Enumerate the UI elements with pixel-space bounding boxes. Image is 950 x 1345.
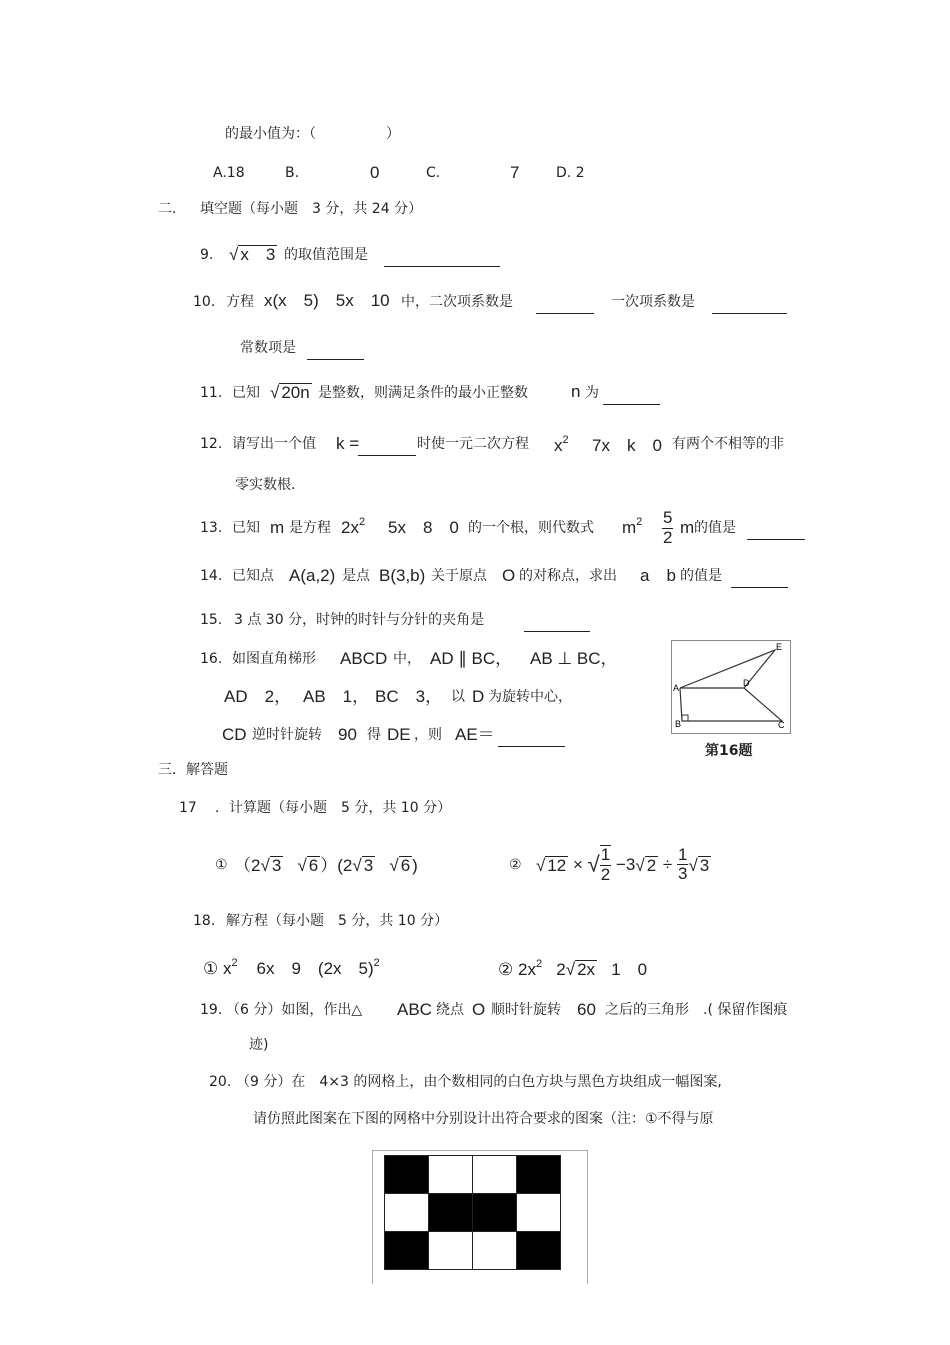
q19-number: 19. xyxy=(200,1002,223,1018)
grid-cell-black xyxy=(517,1156,561,1194)
q16-caption: 第16题 xyxy=(705,743,753,759)
q19-text-5: 迹) xyxy=(249,1037,269,1053)
q12-text-4: 零实数根. xyxy=(235,477,296,493)
q16-text-yi: 以 xyxy=(451,689,465,705)
q16-blank xyxy=(498,732,565,747)
q16-label-e: E xyxy=(776,642,783,652)
q10-blank-3 xyxy=(307,345,364,360)
q18-part1: ① $x^2$ 6x 9 (2x 5)$^2$ xyxy=(203,957,380,978)
q11-radical: √ 20n xyxy=(270,383,310,402)
q8-option-c-value: 7 xyxy=(510,163,520,182)
q16-de: DE xyxy=(387,725,411,744)
grid-row xyxy=(385,1232,561,1270)
q12-text-1: 请写出一个值 xyxy=(232,436,316,452)
q14-a-b: a b xyxy=(640,566,676,585)
q18-part2: ② $2x^2$ 2√ 2x 1 0 xyxy=(498,958,648,979)
q19-deg: 60 xyxy=(577,1000,596,1019)
q14-text-1: 已知点 xyxy=(232,568,274,584)
q14-point-b: B(3,b) xyxy=(379,566,426,585)
q14-blank xyxy=(731,573,788,588)
q12-number: 12. xyxy=(200,436,223,452)
q16-label-d: D xyxy=(743,678,750,688)
q14-number: 14. xyxy=(200,568,223,584)
q8-option-b-value: 0 xyxy=(370,163,380,182)
q19-text-2: 绕点 xyxy=(436,1002,464,1018)
q13-text-1: 已知 xyxy=(232,520,260,536)
q16-ad: AD 2， xyxy=(224,687,292,706)
q16-number: 16. xyxy=(200,651,223,667)
q14-text-2: 是点 xyxy=(342,568,370,584)
q14-text-4: 的对称点，求出 xyxy=(519,568,617,584)
q16-d: D xyxy=(472,687,485,706)
q10-text-1: 方程 xyxy=(226,294,254,310)
q17-part2-mark: ② xyxy=(509,857,522,873)
q15-blank xyxy=(524,617,590,632)
q11-number: 11. xyxy=(200,385,223,401)
q13-text-2: 是方程 xyxy=(289,520,331,536)
q16-figure xyxy=(671,640,791,734)
q13-eq-a: $2x^2$ xyxy=(341,516,366,537)
q20-pattern-grid xyxy=(384,1155,561,1270)
q11-var: n xyxy=(571,382,581,401)
q12-x: $x^2$ xyxy=(554,434,569,455)
section2-title: 填空题（每小题 3 分，共 24 分） xyxy=(200,201,423,217)
q12-var: k = xyxy=(336,434,360,453)
q13-m-squared: $m^2$ xyxy=(622,516,643,537)
q14-text-3: 关于原点 xyxy=(431,568,487,584)
q13-fraction: $\frac{5}{2}$ xyxy=(663,508,673,547)
q17-part2-expr: √ 12 × √ $\frac{1}{2}$ −3√ 2 ÷ $\frac{1}{3}$ √ 3 xyxy=(536,844,710,884)
q19-text-3: 顺时针旋转 xyxy=(491,1002,561,1018)
q9-blank xyxy=(384,252,500,267)
q17-number: 17 xyxy=(179,800,197,816)
q16-ae: AE＝ xyxy=(455,725,495,744)
q17-part1-expr: （2√ 3 √ 6 ）(2√ 3 √ 6 ) xyxy=(234,856,418,875)
q16-text-de: 得 xyxy=(367,727,381,743)
q10-blank-1 xyxy=(536,299,594,314)
q12-text-3: 有两个不相等的非 xyxy=(672,436,784,452)
q15-number: 15. xyxy=(200,612,223,628)
q13-var: m xyxy=(270,518,285,537)
q19-text-4: 之后的三角形 .( 保留作图痕 xyxy=(605,1002,788,1018)
q13-m: m xyxy=(680,518,695,537)
q16-label-c: C xyxy=(778,720,785,730)
q8-option-c: C. xyxy=(426,165,441,181)
q12-blank xyxy=(358,441,416,456)
grid-cell-black xyxy=(517,1232,561,1270)
q16-abcd: ABCD xyxy=(340,649,388,668)
q13-blank xyxy=(747,525,805,540)
q15-text: 3 点 30 分，时钟的时针与分针的夹角是 xyxy=(234,612,485,628)
grid-cell-white xyxy=(429,1156,473,1194)
grid-row xyxy=(385,1156,561,1194)
grid-row xyxy=(385,1194,561,1232)
q10-number: 10. xyxy=(193,294,216,310)
q18-title: 解方程（每小题 5 分，共 10 分） xyxy=(226,913,449,929)
grid-cell-white xyxy=(385,1194,429,1232)
q14-point-a: A(a,2) xyxy=(289,566,336,585)
q16-label-b: B xyxy=(675,719,682,729)
q10-blank-2 xyxy=(712,299,787,314)
grid-cell-white xyxy=(473,1156,517,1194)
q10-text-4: 常数项是 xyxy=(240,340,296,356)
q19-text-1: （6 分）如图，作出△ xyxy=(226,1002,363,1018)
q17-part1-mark: ① xyxy=(215,857,228,873)
q11-text-2: 是整数，则满足条件的最小正整数 xyxy=(318,385,528,401)
q11-text-3: 为 xyxy=(585,385,599,401)
q9-text: 的取值范围是 xyxy=(284,247,368,263)
q12-text-2: 时使一元二次方程 xyxy=(417,436,529,452)
q19-o: O xyxy=(472,1000,486,1019)
q20-text-1: （9 分）在 4×3 的网格上，由个数相同的白色方块与黑色方块组成一幅图案, xyxy=(236,1074,722,1090)
q16-text-2: 中， xyxy=(393,651,421,667)
section3-title: 三．解答题 xyxy=(158,762,228,778)
grid-cell-black xyxy=(429,1194,473,1232)
q9-radical: √ x 3 xyxy=(229,245,276,264)
q13-text-4: 的值是 xyxy=(694,520,736,536)
q12-rest: 7x k 0 xyxy=(592,436,662,455)
q16-text-rotate: 逆时针旋转 xyxy=(252,727,322,743)
section2-number: 二. xyxy=(158,201,177,217)
q9-number: 9. xyxy=(200,247,214,263)
q11-text-1: 已知 xyxy=(232,385,260,401)
q10-equation: x(x 5) 5x 10 xyxy=(264,291,390,310)
q11-blank xyxy=(603,390,660,405)
q13-eq-b: 5x 8 0 xyxy=(388,518,459,537)
q10-text-2: 中，二次项系数是 xyxy=(401,294,513,310)
q8-option-d: D. 2 xyxy=(556,165,585,181)
q16-label-a: A xyxy=(673,683,680,693)
q10-text-3: 一次项系数是 xyxy=(611,294,695,310)
q14-text-5: 的值是 xyxy=(680,568,722,584)
q16-cond-2: AB ⊥ BC， xyxy=(530,649,618,668)
q20-text-2: 请仿照此图案在下图的网格中分别设计出符合要求的图案（注：①不得与原 xyxy=(253,1111,714,1127)
q16-text-center: 为旋转中心， xyxy=(488,689,572,705)
q18-number: 18. xyxy=(193,913,216,929)
q16-cd: CD xyxy=(222,725,247,744)
grid-cell-black xyxy=(385,1156,429,1194)
q13-text-3: 的一个根，则代数式 xyxy=(468,520,594,536)
grid-cell-black xyxy=(385,1232,429,1270)
q16-ab: AB 1， xyxy=(303,687,370,706)
q14-origin: O xyxy=(502,566,516,585)
q16-text-1: 如图直角梯形 xyxy=(232,651,316,667)
grid-cell-white xyxy=(517,1194,561,1232)
q16-text-then: ，则 xyxy=(414,727,442,743)
grid-cell-white xyxy=(473,1232,517,1270)
grid-cell-white xyxy=(429,1232,473,1270)
q8-stem: 的最小值为：（ ） xyxy=(225,126,400,142)
q19-abc: ABC xyxy=(397,1000,432,1019)
q13-number: 13. xyxy=(200,520,223,536)
q20-number: 20. xyxy=(209,1074,232,1090)
grid-cell-black xyxy=(473,1194,517,1232)
q16-bc: BC 3， xyxy=(375,687,443,706)
q8-option-b: B. xyxy=(285,165,300,181)
q17-title: ．计算题（每小题 5 分，共 10 分） xyxy=(215,800,452,816)
q8-option-a: A.18 xyxy=(213,165,245,181)
q16-cond-1: AD ∥ BC， xyxy=(430,649,513,668)
q16-deg: 90 xyxy=(338,725,357,744)
